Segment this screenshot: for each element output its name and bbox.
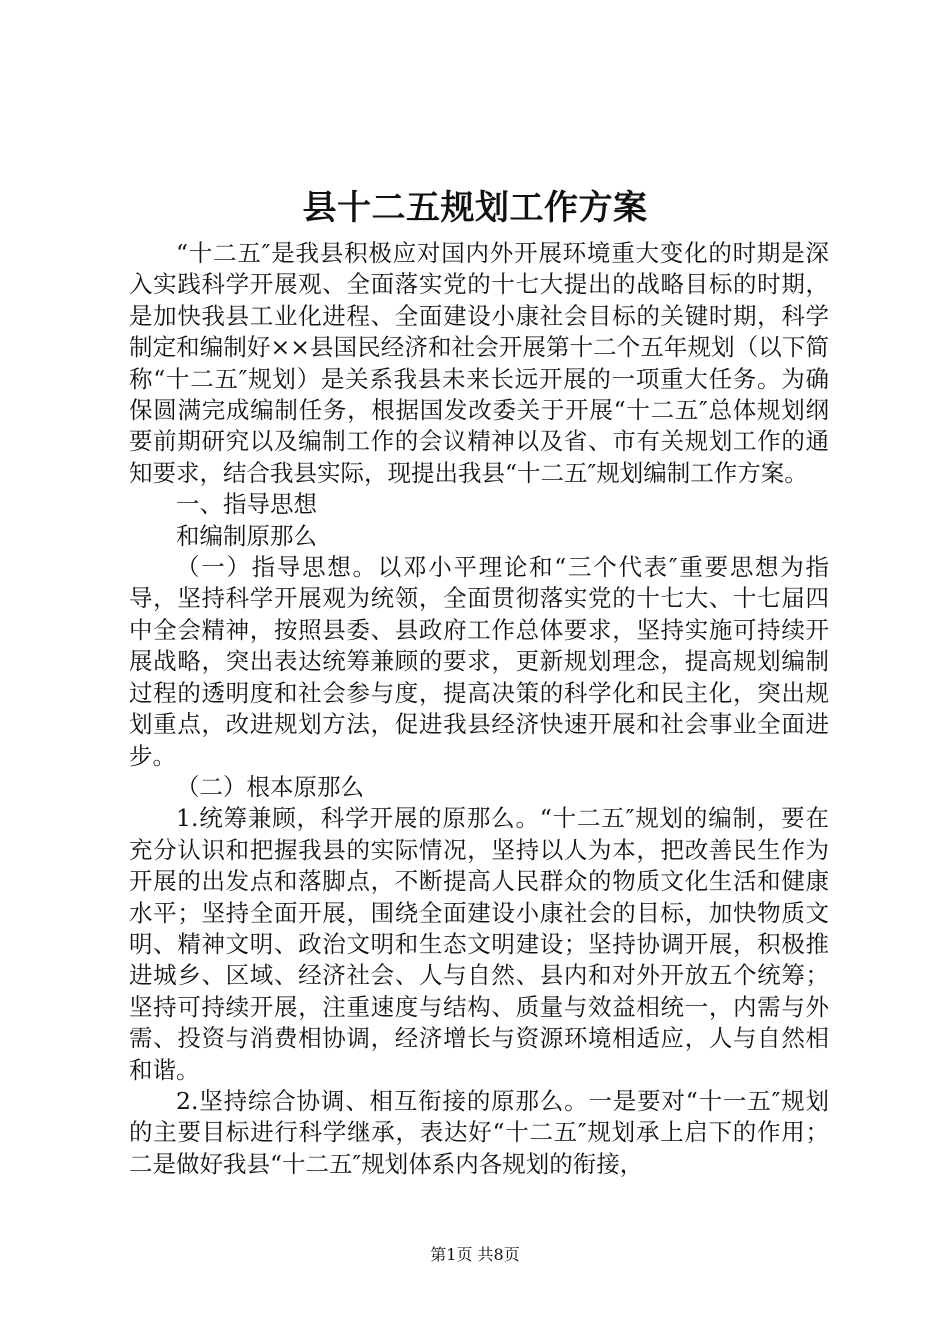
paragraph-guiding-thought: （一）指导思想。以邓小平理论和“三个代表″重要思想为指导，坚持科学开展观为统领，全面贯彻落实党的十七大、十七届四中全会精神，按照县委、县政府工作总体要求，坚持实施可持续开展战略，突出表达统筹兼顾的要求，更新规划理念，提高规划编制过程的透明度和社会参与度，提高决策的科学化和民主化，突出规划重点，改进规划方法，促进我县经济快速开展和社会事业全面进步。 [129,553,829,770]
paragraph-principle-1: 1.统筹兼顾，科学开展的原那么。“十二五″规划的编制，要在充分认识和把握我县的实际情况，坚持以人为本，把改善民生作为开展的出发点和落脚点，不断提高人民群众的物质文化生活和健康水平；坚持全面开展，围绕全面建设小康社会的目标，加快物质文明、精神文明、政治文明和生态文明建设；坚持协调开展，积极推进城乡、区域、经济社会、人与自然、县内和对外开放五个统筹；坚持可持续开展，注重速度与结构、质量与效益相统一，内需与外需、投资与消费相协调，经济增长与资源环境相适应，人与自然相和谐。 [129,804,829,1084]
paragraph-principle-2: 2.坚持综合协调、相互衔接的原那么。一是要对“十一五″规划的主要目标进行科学继承，表达好“十二五″规划承上启下的作用；二是做好我县“十二五″规划体系内各规划的衔接， [129,1086,829,1178]
heading-basic-principles: （二）根本原那么 [176,772,364,801]
heading-principles: 和编制原那么 [176,521,317,550]
document-body [129,238,829,1180]
document-title: 县十二五规划工作方案 [302,188,648,228]
page-footer: 第1页 共8页 [430,1245,520,1264]
paragraph-intro: “十二五″是我县积极应对国内外开展环境重大变化的时期是深入实践科学开展观、全面落实党的十七大提出的战略目标的时期，是加快我县工业化进程、全面建设小康社会目标的关键时期，科学制定和编制好××县国民经济和社会开展第十二个五年规划（以下简称“十二五″规划）是关系我县未来长远开展的一项重大任务。为确保圆满完成编制任务，根据国发改委关于开展“十二五″总体规划纲要前期研究以及编制工作的会议精神以及省、市有关规划工作的通知要求，结合我县实际，现提出我县“十二五″规划编制工作方案。 [129,239,829,487]
heading-guiding-thought: 一、指导思想 [176,490,317,519]
